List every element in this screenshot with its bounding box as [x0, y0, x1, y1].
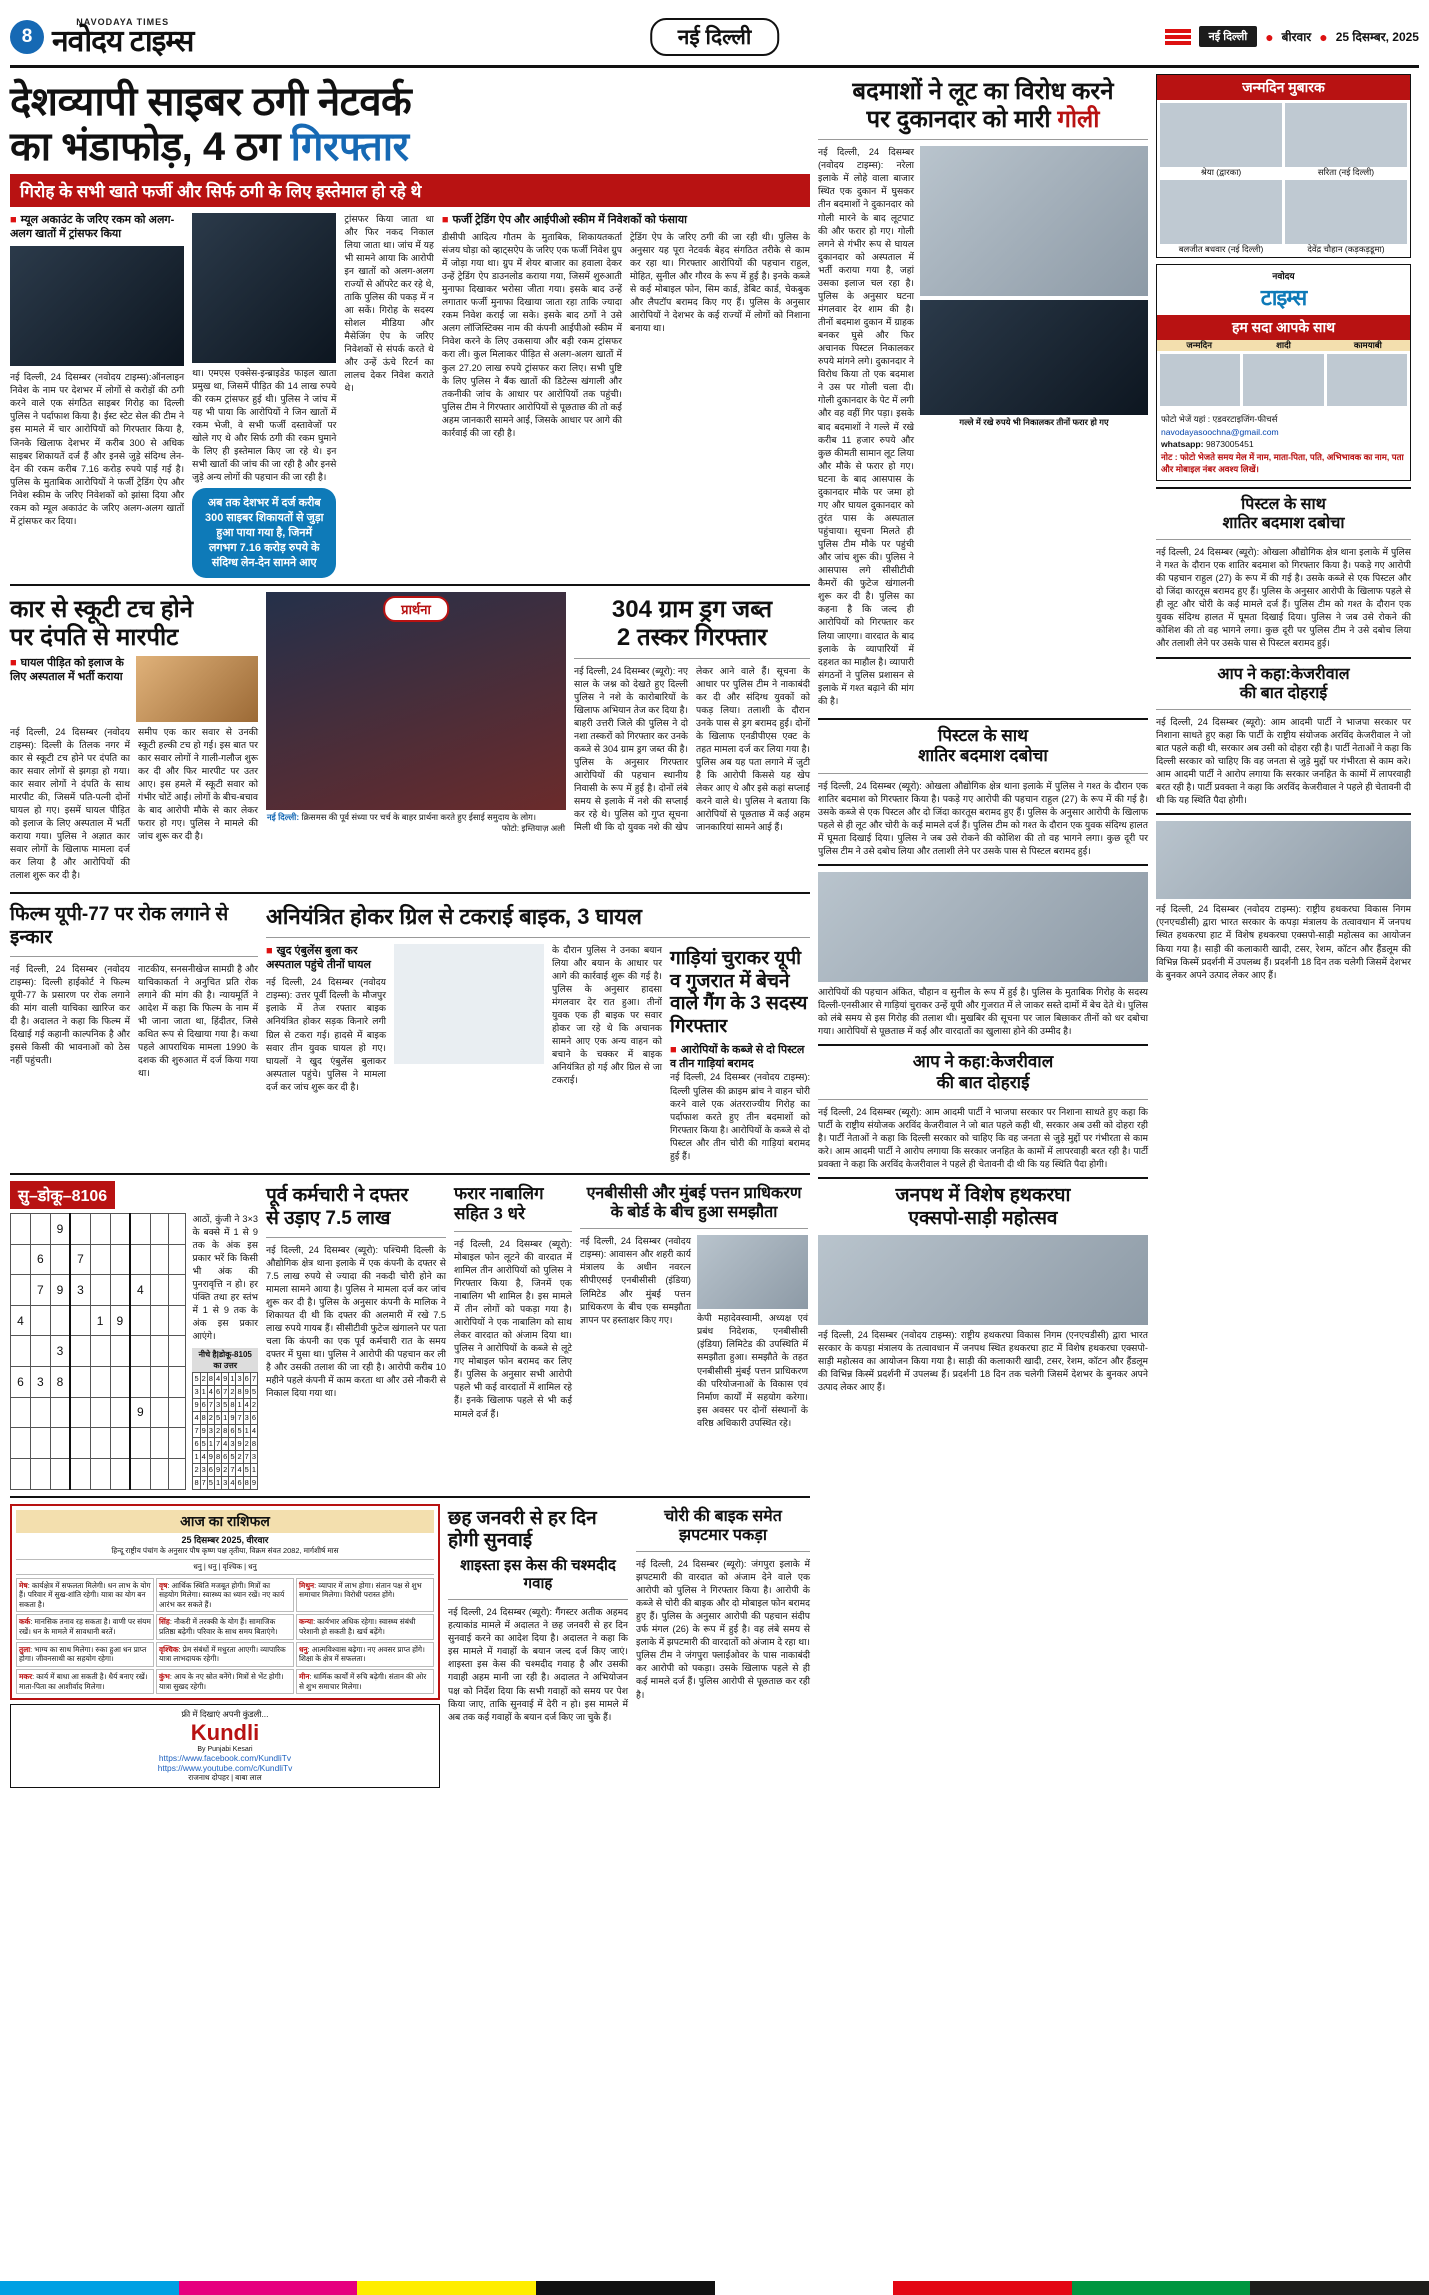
stolen-bike-body: नई दिल्ली, 24 दिसम्बर (ब्यूरो): जंगपुरा इलाके में झपटमारी की वारदात को अंजाम देने वाले एक आरोपी को पुलिस ने गिरफ्तार किया है। आरोपी के कब्जे से चोरी की बाइक और दो मोबाइल फोन बरामद हुए हैं। पुलिस के अनुसार आरोपी की पहचान संदीप उर्फ मंगल (26) के रूप में हुई है। वह लंबे समय से इलाके में झपटमारी की वारदातों को अंजाम दे रहा था। पुलिस टीम ने जंगपुरा फ्लाईओवर के पास नाकाबंदी कर आरोपी को पकड़ा। उसके खिलाफ पहले से ही कई मामले दर्ज हैं। पुलिस आरोपी से पूछताछ कर रही है।: [636, 1558, 810, 1700]
promo-photo: [1243, 354, 1323, 406]
expo-headline: [818, 1185, 1148, 1231]
story-employee: [266, 1181, 446, 1490]
rail-kejriwal-headline: [1156, 665, 1411, 703]
gang-headline: [670, 948, 810, 1039]
rail-expo-photo: [1156, 821, 1411, 899]
promo-logo-small: नवोदय: [1272, 271, 1295, 282]
story-hearing: [448, 1504, 628, 1789]
birthday-name: बलजीत बधवार (नई दिल्ली): [1178, 244, 1264, 255]
prayer-caption-lead: नई दिल्ली:: [267, 812, 300, 823]
middle-column: [818, 74, 1148, 1788]
rashi-text: आर्थिक स्थिति मजबूत होगी। मित्रों का सहयोग मिलेगा। स्वास्थ्य का ध्यान रखें। नए कार्य आरंभ कर सकते हैं।: [159, 1580, 285, 1609]
promo-whatsapp-number[interactable]: 9873005451: [1205, 439, 1254, 450]
shopkeeper-headline-1: बदमाशों ने लूट का विरोध करने: [852, 78, 1114, 105]
nbcc-col1: नई दिल्ली, 24 दिसम्बर (नवोदय टाइम्स): आवासन और शहरी कार्य मंत्रालय के अधीन नवरत्न सीपीएसई एनबीसीसी (इंडिया) लिमिटेड और मुंबई पत्तन प्राधिकरण के बीच एक समझौता ज्ञापन पर हस्ताक्षर किए गए।: [580, 1236, 691, 1325]
prayer-badge: प्रार्थना: [383, 596, 449, 622]
story-minor: [454, 1181, 572, 1490]
rashi-text: मानसिक तनाव रह सकता है। वाणी पर संयम रखें। धन के मामले में सावधानी बरतें।: [19, 1617, 151, 1637]
rashi-name: धनु: [299, 1644, 308, 1654]
story-drug: [574, 592, 810, 886]
film-col2: नाटकीय, सनसनीखेज सामग्री है और याचिकाकर्ता ने अनुचित प्रति रोक लगाने की मांग की है। न्यायमूर्ति ने आदेश में कहा कि फिल्म के नाम में भी जाना जाता था, हिंदीतर, जिसे कथित रूप से दिखाया गया है। कथा पहले आपराधिक मामला 1990 के दशक की शुरुआत में दर्ज किया गया था।: [138, 963, 258, 1079]
rashi-text: धार्मिक कार्यों में रुचि बढ़ेगी। संतान की ओर से शुभ समाचार मिलेगा।: [299, 1671, 427, 1691]
promo-instruction: फोटो भेजें यहां : एडवरटाइजिंग-फीचर्स: [1161, 414, 1278, 425]
birthday-box: [1156, 74, 1411, 258]
rashi-name: सिंह: [159, 1617, 170, 1627]
minor-headline-1: फरार नाबालिग: [454, 1183, 544, 1203]
gang-photo: [818, 872, 1148, 982]
rashifal-date: 25 दिसम्बर 2025, वीरवार: [181, 1534, 269, 1545]
hearing-subhead: शाइस्ता इस केस की चश्मदीद गवाह: [460, 1557, 616, 1593]
publication-logo: [52, 17, 193, 57]
story-kejriwal-mid: [818, 1052, 1148, 1171]
pistol-headline-1: पिस्टल के साथ: [937, 725, 1029, 745]
main-column: [10, 74, 810, 1788]
hearing-headline: [448, 1508, 628, 1554]
car-headline: [10, 596, 258, 651]
rashi-name: कन्या: [299, 1617, 314, 1627]
promo-tag-1: शादी: [1276, 340, 1291, 351]
expo-headline-2: एक्सपो-साड़ी महोत्सव: [908, 1208, 1058, 1230]
rashi-name: मीन: [299, 1671, 310, 1681]
bike-headline: अनियंत्रित होकर ग्रिल से टकराई बाइक, 3 घायल: [266, 904, 642, 930]
sudoku-answer-label: नीचे है|डोकू-8105 का उत्तर: [192, 1348, 258, 1372]
prayer-credit: फोटो: इम्तियाज़ अली: [501, 823, 565, 834]
story-kejriwal-rail: [1156, 665, 1411, 808]
birthday-photo: [1160, 103, 1282, 167]
employee-headline-1: पूर्व कर्मचारी ने दफ्तर: [266, 1184, 409, 1206]
page-number-badge: 8: [10, 20, 44, 54]
drug-body: नई दिल्ली, 24 दिसम्बर (ब्यूरो): नए साल के जश्न को देखते हुए दिल्ली पुलिस ने नशे के कारोबारियों के खिलाफ अभियान तेज कर दिया है। बाहरी उत्तरी जिले की पुलिस ने दो नशा तस्करों को गिरफ्तार कर उनके कब्जे से 304 ग्राम ड्रग जब्त की है। पुलिस के अनुसार गिरफ्तार आरोपियों की पहचान स्थानीय निवासी के रूप में हुई है। दोनों लंबे समय से इलाके में नशे की सप्लाई कर रहे थे। पुलिस को गुप्त सूचना मिली थी कि दो युवक नशे की खेप लेकर आने वाले हैं। सूचना के आधार पर पुलिस टीम ने नाकाबंदी कर दी और संदिग्ध युवकों को पकड़ लिया। तलाशी के दौरान उनके पास से ड्रग बरामद हुई। दोनों के खिलाफ एनडीपीएस एक्ट के तहत मामला दर्ज कर लिया गया है। पुलिस अब यह पता लगाने में जुटी है कि आरोपी किससे यह खेप लेकर आए थे और इसे कहां सप्लाई करने वाले थे। पुलिस ने बताया कि आरोपियों से पूछताछ में कई अहम जानकारियां सामने आई हैं।: [574, 665, 810, 833]
sudoku-block[interactable]: [10, 1181, 258, 1490]
story-car: [10, 592, 258, 886]
kejriwal-body: नई दिल्ली, 24 दिसम्बर (ब्यूरो): आम आदमी पार्टी ने भाजपा सरकार पर निशाना साधते हुए कहा कि पार्टी के राष्ट्रीय संयोजक अरविंद केजरीवाल ने जो बात पहले कही थी, सरकार अब उसी को दोहरा रही है। पार्टी नेताओं ने कहा कि दिल्ली सरकार को चाहिए कि वह जनता से जुड़े मुद्दों पर गंभीरता से काम करे। आम आदमी पार्टी ने आरोप लगाया कि सरकार जनहित के कामों में लापरवाही बरत रही है। पार्टी प्रवक्ता ने कहा कि अरविंद केजरीवाल ने पहले ही चेतावनी दी थी कि यह स्थिति पैदा होगी।: [818, 1107, 1148, 1170]
birthday-name: सरिता (नई दिल्ली): [1317, 167, 1375, 177]
promo-tag-2: कामयाबी: [1353, 340, 1382, 351]
masthead: [10, 8, 1419, 68]
kundli-youtube-link[interactable]: https://www.youtube.com/c/KundliTv: [157, 1763, 293, 1774]
rashi-text: व्यापार में लाभ होगा। संतान पक्ष से शुभ समाचार मिलेगा। विरोधी परास्त होंगे।: [299, 1580, 422, 1600]
gang-kicker: ■ आरोपियों के कब्जे से दो पिस्टल व तीन गाड़ियां बरामद: [670, 1043, 810, 1072]
prayer-caption-text: क्रिसमस की पूर्व संध्या पर चर्च के बाहर प्रार्थना करते हुए ईसाई समुदाय के लोग।: [299, 812, 537, 823]
stolen-bike-headline: [636, 1507, 810, 1545]
lead-col4: डीसीपी आदित्य गौतम के मुताबिक, शिकायतकर्ता संजय घोड़ा को व्हाट्सऐप के जरिए एक फर्जी निवेश ग्रुप में जोड़ा गया था। ग्रुप में शेयर बाजार का हवाला देकर उन्हें ट्रेडिंग ऐप डाउनलोड कराया गया, जिसमें शुरुआती मुनाफा दिखाकर भरोसा जीता गया। इसके बाद उन्हें लगातार फर्जी मुनाफा दिखाया जाता रहा ताकि ज्यादा रकम निवेश कराई जा सके। इसके बाद ठगों ने उसे अलग लॉजिस्टिक्स नाम की कंपनी आईपीओ स्कीम में निवेश करने के लिए उकसाया और बड़ी रकम ट्रांसफर करा ली। कुल मिलाकर पीड़ित से अलग-अलग खातों में कुल 27.20 लाख रुपये ट्रांसफर करा लिए। सभी पुष्टि के लिए पुलिस ने बैंक खातों की डिटेल्स खंगाली और तकनीकी जांच के आधार पर आरोपियों तक पहुंची। पुलिस टीम ने गिरफ्तार आरोपियों से पूछताछ की तो कई अहम जानकारी सामने आई, जिसके आधार पर आगे की कार्रवाई की जा रही है।: [441, 231, 622, 438]
shopkeeper-headline-2: पर दुकानदार को मारी: [866, 105, 1058, 133]
employee-headline: [266, 1185, 446, 1231]
story-pistol-rail: [1156, 495, 1411, 651]
story-expo-rail: [1156, 821, 1411, 981]
birthday-photo: [1285, 180, 1407, 244]
expo-body: नई दिल्ली, 24 दिसम्बर (नवोदय टाइम्स): राष्ट्रीय हथकरघा विकास निगम (एनएचडीसी) द्वारा भारत सरकार के कपड़ा मंत्रालय के तत्वावधान में जनपथ स्थित हथकरघा हाट में विशेष हथकरघा एक्सपो-साड़ी महोत्सव का आयोजन किया गया है। साड़ी की कलाकारी खादी, टसर, रेशम, कॉटन और हैंडलूम की विभिन्न किस्में प्रदर्शनी में उपलब्ध हैं। प्रदर्शनी 18 दिन तक चलेगी जिसमें देशभर के बुनकर अपने उत्पाद लेकर आए हैं।: [818, 1329, 1148, 1393]
expo-headline-1: जनपथ में विशेष हथकरघा: [895, 1185, 1071, 1207]
rashifal-grid: [16, 1578, 434, 1695]
car-headline-2: पर दंपति से मारपीट: [10, 623, 179, 651]
rashifal-subtitle: हिन्दू राष्ट्रीय पंचांग के अनुसार पौष कृष्ण पक्ष तृतीया, विक्रम संवत 2082, मार्गशीर्ष मास: [111, 1545, 339, 1555]
lead-callout-bubble: अब तक देशभर में दर्ज करीब 300 साइबर शिकायतों से जुड़ा हुआ पाया गया है, जिनमें लगभग 7.16 करोड़ रुपये के संदिग्ध लेन-देन सामने आए: [192, 488, 336, 578]
promo-photo: [1160, 354, 1240, 406]
rashi-name: कर्क: [19, 1617, 31, 1627]
lead-col5: ट्रेडिंग ऐप के जरिए ठगी की जा रही थी। पुलिस के अनुसार यह पूरा नेटवर्क बेहद संगठित तरीके से काम कर रहा था। गिरफ्तार आरोपियों की पहचान राहुल, मोहित, सुनील और गौरव के रूप में हुई है। इनके कब्जे से कई मोबाइल फोन, सिम कार्ड, डेबिट कार्ड, चेकबुक और लैपटॉप बरामद किए गए हैं। पुलिस के अनुसार आरोपियों ने देशभर के कई राज्यों में लोगों को निशाना बनाया था।: [629, 231, 811, 334]
car-headline-1: कार से स्कूटी टच होने: [10, 596, 194, 624]
shopkeeper-headline: [818, 78, 1148, 133]
promo-whatsapp-label: whatsapp:: [1161, 439, 1204, 450]
drug-headline-1: 304 ग्राम ड्रग जब्त: [611, 596, 773, 624]
prayer-photo: [266, 592, 566, 810]
logo-english: NAVODAYA TIMES: [76, 16, 170, 27]
promo-photos: [1157, 351, 1410, 409]
story-shopkeeper: [818, 78, 1148, 712]
kundli-ad-line1: फ्री में दिखाएं अपनी कुंडली...: [181, 1709, 269, 1720]
pistol-headline-2: शातिर बदमाश दबोचा: [918, 746, 1048, 766]
birthday-name: श्रेया (द्वारका): [1200, 167, 1242, 177]
right-rail: [1156, 74, 1411, 1788]
rashi-text: नौकरी में तरक्की के योग हैं। सामाजिक प्रतिष्ठा बढ़ेगी। परिवार के साथ समय बिताएंगे।: [159, 1617, 278, 1637]
gang-headline-2: बेचने वाले गैंग के 3 सदस्य: [670, 970, 808, 1015]
minor-body: नई दिल्ली, 24 दिसम्बर (ब्यूरो): मोबाइल फोन लूटने की वारदात में शामिल तीन आरोपियों को पुलिस ने गिरफ्तार किया है, जिनमें एक नाबालिग भी शामिल है। इस मामले में तीन लोगों को पकड़ा गया है। आरोपियों ने एक नाबालिग को साथ लेकर वारदात को अंजाम दिया था। पुलिस ने आरोपियों के कब्जे से लूटे गए मोबाइल फोन बरामद कर लिए हैं। पुलिस के अनुसार सभी आरोपी पहले भी कई वारदातों में शामिल रहे हैं। इनके खिलाफ पहले से भी कई मामले दर्ज हैं।: [454, 1238, 572, 1419]
lead-col1: नई दिल्ली, 24 दिसम्बर (नवोदय टाइम्स):ऑनलाइन निवेश के नाम पर देशभर में लोगों से करोड़ों की ठगी करने वाले एक संगठित साइबर गिरोह का दिल्ली पुलिस ने पर्दाफाश किया है। ईस्ट स्टेट सेल की टीम ने इस मामले में चार आरोपियों को गिरफ्तार किया है, जिनके खिलाफ देशभर में करीब 300 से अधिक साइबर शिकायतें दर्ज हैं और इनसे जुड़े संदिग्ध लेन-देन की रकम करीब 7.16 करोड़ रुपये पाई गई है। पुलिस के मुताबिक आरोपियों ने फर्जी ट्रेडिंग ऐप और निवेश स्कीम के जरिए निवेशकों को झांसा दिया और रकम को म्यूल अकाउंट के जरिए अलग-अलग खातों में ट्रांसफर कर दिया।: [10, 372, 185, 526]
shopkeeper-photo-caption: गल्ले में रखे रुपये भी निकालकर तीनों फरार हो गए: [959, 417, 1109, 428]
rashi-name: मिथुन: [299, 1580, 315, 1590]
promo-tag-0: जन्मदिन: [1186, 340, 1212, 351]
stolen-bike-headline-1: चोरी की बाइक समेत: [664, 1507, 782, 1525]
lead-photo-cyber: [192, 213, 336, 363]
drug-headline-2: 2 तस्कर गिरफ्तार: [616, 623, 768, 651]
car-body2: समीप एक कार सवार से उनकी स्कूटी हल्की टच हो गई। इस बात पर कार सवार लोगों ने गाली-गलौज शुरू कर दी और फिर मारपीट पर उतर आए। इस हमले में स्कूटी सवार को गंभीर चोटें आईं। लोगों के बीच-बचाव के बाद आरोपी मौके से कार लेकर फरार हो गए। पुलिस ने मामले की जांच शुरू कर दी है।: [138, 726, 258, 842]
rail-pistol-body: नई दिल्ली, 24 दिसम्बर (ब्यूरो): ओखला औद्योगिक क्षेत्र थाना इलाके में पुलिस ने गश्त के दौरान एक शातिर बदमाश को गिरफ्तार किया है। पकड़े गए आरोपी की पहचान राहुल (27) के रूप में की गई है। उसके कब्जे से एक पिस्टल और दो जिंदा कारतूस बरामद हुए हैं। पुलिस के अनुसार आरोपी के खिलाफ पहले से ही लूट और चोरी के कई मामले दर्ज हैं। पुलिस टीम को गश्त के दौरान एक युवक संदिग्ध हालत में घूमता दिखाई दिया। पुलिस ने जब उसे रोकने की कोशिश की तो वह भागने लगा। कुछ दूरी पर पुलिस टीम ने उसे दबोच लिया और तलाशी लेने पर उसके पास से पिस्टल बरामद हुई।: [1156, 547, 1411, 649]
promo-tagline: हम सदा आपके साथ: [1157, 315, 1410, 340]
shopkeeper-body: नई दिल्ली, 24 दिसम्बर (नवोदय टाइम्स): नरेला इलाके में लोहे वाला बाजार स्थित एक दुकान में घुसकर तीन बदमाशों ने दुकानदार को गोली मारने के बाद लूटपाट की और फरार हो गए। गोली लगने से गंभीर रूप से घायल दुकानदार को अस्पताल में भर्ती कराया गया है, जहां उसका इलाज चल रहा है। पुलिस के अनुसार घटना मंगलवार देर शाम की है। तीनों बदमाश दुकान में ग्राहक बनकर घुसे और फिर अचानक पिस्टल निकालकर रुपये मांगने लगे। दुकानदार ने विरोध किया तो एक बदमाश ने उस पर गोली चला दी। गोली दुकानदार के पेट में लगी और वह वहीं गिर पड़ा। इसके बाद बदमाशों ने गल्ले में रखे करीब 11 हजार रुपये और कुछ कीमती सामान लूट लिया और मौके से फरार हो गए। घटना के बाद आसपास के दुकानदार मौके पर जमा हो गए और घायल दुकानदार को तुरंत पास के अस्पताल पहुंचाया। सूचना मिलते ही पुलिस टीम मौके पर पहुंची और जांच शुरू की। पुलिस ने आसपास लगे सीसीटीवी कैमरों की फुटेज खंगालनी शुरू कर दी है। पुलिस का कहना है कि जल्द ही आरोपियों को गिरफ्तार कर लिया जाएगा। वारदात के बाद इलाके के व्यापारियों में दहशत का माहौल है। व्यापारी संगठनों ने पुलिस प्रशासन से इलाके में गश्त बढ़ाने की मांग की है।: [818, 147, 914, 706]
bike-illustration: [394, 944, 544, 1064]
separator-dot-2: ●: [1319, 28, 1328, 45]
lead-story: [10, 80, 810, 578]
employee-headline-2: से उड़ाए 7.5 लाख: [266, 1207, 391, 1229]
story-expo-mid: [818, 1185, 1148, 1394]
promo-photo: [1327, 354, 1407, 406]
shopkeeper-photo-crowd: [920, 146, 1148, 296]
kejriwal-headline-2: की बात दोहराई: [936, 1072, 1030, 1092]
bike-col2: के दौरान पुलिस ने उनका बयान लिया और बयान के आधार पर आगे की कार्रवाई शुरू की गई है। पुलिस के अनुसार हादसा मंगलवार देर रात हुआ। तीनों युवक एक ही बाइक पर सवार होकर जा रहे थे कि अचानक सामने आए एक अन्य वाहन को बचाने के चक्कर में बाइक अनियंत्रित हो गई और ग्रिल से जा टकराई।: [552, 944, 662, 1086]
sudoku-title-text: –डोकू–8106: [28, 1187, 108, 1205]
rashi-text: कार्य में बाधा आ सकती है। धैर्य बनाए रखें। माता-पिता का आशीर्वाद मिलेगा।: [19, 1671, 148, 1691]
separator-dot: ●: [1265, 28, 1274, 45]
rail-pistol-headline-1: पिस्टल के साथ: [1241, 495, 1326, 513]
bike-col1: नई दिल्ली, 24 दिसम्बर (नवोदय टाइम्स): उत्तर पूर्वी दिल्ली के मौजपुर इलाके में तेज रफ्तार बाइक अनियंत्रित होकर सड़क किनारे लगी ग्रिल से टकरा गई। हादसे में बाइक सवार तीन युवक घायल हो गए। घायलों ने खुद एंबुलेंस बुलाकर अस्पताल पहुंचे। पुलिस ने मामला दर्ज कर जांच शुरू कर दी है।: [266, 977, 386, 1092]
hearing-headline-1: छह जनवरी से हर दिन होगी: [448, 1507, 597, 1552]
story-pistol-mid: [818, 726, 1148, 858]
kundli-ad[interactable]: [10, 1704, 440, 1788]
lead-headline-highlight: गिरफ्तार: [290, 124, 409, 169]
shopkeeper-headline-highlight: गोली: [1057, 105, 1100, 133]
hearing-headline-highlight: सुनवाई: [483, 1530, 533, 1552]
nbcc-photo: [697, 1235, 808, 1309]
nbcc-col2: केपी महादेवस्वामी, अध्यक्ष एवं प्रबंध निदेशक, एनबीसीसी (इंडिया) लिमिटेड की उपस्थिति में समझौता हुआ। समझौते के तहत एनबीसीसी मुंबई पत्तन प्राधिकरण की परियोजनाओं के विकास एवं निर्माण कार्यों में सहयोग करेगा। इस अवसर पर दोनों संस्थानों के वरिष्ठ अधिकारी उपस्थित रहे।: [697, 1313, 808, 1428]
drug-headline: [574, 596, 810, 651]
rail-pistol-headline: [1156, 495, 1411, 533]
rail-kejriwal-headline-1: आप ने कहा:केजरीवाल: [1217, 665, 1350, 683]
color-registration-strip: [0, 2281, 1429, 2295]
rashi-item: धनु: आत्मविश्वास बढ़ेगा। नए अवसर प्राप्त होंगे। शिक्षा के क्षेत्र में सफलता।: [296, 1642, 434, 1667]
lead-headline-line1: देशव्यापी साइबर ठगी नेटवर्क: [10, 80, 412, 124]
promo-email[interactable]: navodayasoochna@gmail.com: [1161, 426, 1279, 437]
rashifal-title: आज का राशिफल: [16, 1510, 434, 1533]
rashi-text: प्रेम संबंधों में मधुरता आएगी। व्यापारिक यात्रा लाभदायक रहेगी।: [159, 1644, 286, 1664]
promo-logo: [1157, 265, 1410, 312]
kundli-bottom: राजनाथ दोपहर | बाबा लाल: [188, 1773, 262, 1783]
kundli-brand: Kundli: [190, 1720, 260, 1746]
employee-body: नई दिल्ली, 24 दिसम्बर (ब्यूरो): पश्चिमी दिल्ली के औद्योगिक क्षेत्र थाना इलाके में एक कंपनी के दफ्तर से 7.5 लाख रुपये से ज्यादा की नकदी चोरी होने का मामला सामने आया है। पुलिस ने मामला दर्ज कर जांच शुरू कर दी है। पुलिस के अनुसार कंपनी के मालिक ने शिकायत दी थी कि दफ्तर की अलमारी में रखे 7.5 लाख रुपये गायब हैं। सीसीटीवी फुटेज खंगालने पर पता चला कि कंपनी का एक पूर्व कर्मचारी रात के समय दफ्तर में घुसा था। पुलिस ने आरोपी की पहचान कर ली है और उसकी तलाश की जा रही है। आरोपी करीब 10 महीने पहले कंपनी में काम करता था और उसे नौकरी से निकाल दिया गया था।: [266, 1244, 446, 1399]
hearing-body: नई दिल्ली, 24 दिसम्बर (ब्यूरो): गैंगस्टर अतीक अहमद हत्याकांड मामले में अदालत ने छह जनवरी से हर दिन सुनवाई करने का आदेश दिया है। अदालत ने कहा कि इस मामले में गवाहों के बयान जल्द दर्ज किए जाएं। शाइस्ता इस केस की चश्मदीद गवाह है और उसकी गवाही अहम मानी जा रही है। अदालत ने अभियोजन पक्ष को निर्देश दिया कि सभी गवाहों को समय पर पेश किया जाए, ताकि सुनवाई में देरी न हो। इस मामले में अब तक कई गवाहों के बयान दर्ज किए जा चुके हैं।: [448, 1607, 628, 1722]
sudoku-title-red: सु: [18, 1187, 29, 1205]
logo-hindi: नवोदय टाइम्स: [52, 24, 194, 58]
rashi-item: तुला: भाग्य का साथ मिलेगा। रुका हुआ धन प्राप्त होगा। जीवनसाथी का सहयोग रहेगा।: [16, 1642, 154, 1667]
sudoku-title: [10, 1181, 115, 1209]
promo-contact: [1157, 409, 1410, 479]
lead-photo-hacker: [10, 246, 184, 366]
gang-col1: नई दिल्ली, 24 दिसम्बर (नवोदय टाइम्स): दिल्ली पुलिस की क्राइम ब्रांच ने वाहन चोरी करने वाले एक अंतरराज्यीय गिरोह का पर्दाफाश करते हुए तीन बदमाशों को गिरफ्तार किया है। आरोपियों के कब्जे से दो पिस्टल और तीन चोरी की गाड़ियां बरामद हुई हैं।: [670, 1072, 810, 1161]
lead-headline-line2: का भंडाफोड़, 4 ठग: [10, 124, 291, 169]
rashi-item: वृश्चिक: प्रेम संबंधों में मधुरता आएगी। व्यापारिक यात्रा लाभदायक रहेगी।: [156, 1642, 294, 1667]
rashi-name: वृश्चिक: [159, 1644, 179, 1654]
rashi-item: सिंह: नौकरी में तरक्की के योग हैं। सामाजिक प्रतिष्ठा बढ़ेगी। परिवार के साथ समय बिताएंगे।: [156, 1614, 294, 1639]
story-nbcc: [580, 1181, 808, 1490]
rashi-item: मेष: कार्यक्षेत्र में सफलता मिलेगी। धन लाभ के योग हैं। परिवार में सुख-शांति रहेगी। यात्रा का योग बन सकता है।: [16, 1578, 154, 1613]
navodaya-promo-box: [1156, 264, 1411, 480]
rashi-item: वृष: आर्थिक स्थिति मजबूत होगी। मित्रों का सहयोग मिलेगा। स्वास्थ्य का ध्यान रखें। नए कार्य आरंभ कर सकते हैं।: [156, 1578, 294, 1613]
rashi-item: कुंभ: आय के नए स्रोत बनेंगे। मित्रों से भेंट होगी। यात्रा सुखद रहेगी।: [156, 1669, 294, 1694]
story-stolen-bike: [636, 1504, 810, 1789]
rashi-item: मीन: धार्मिक कार्यों में रुचि बढ़ेगी। संतान की ओर से शुभ समाचार मिलेगा।: [296, 1669, 434, 1694]
birthday-photos: [1157, 100, 1410, 257]
film-headline: फिल्म यूपी-77 पर रोक लगाने से इन्कार: [10, 904, 229, 949]
lead-headline: [10, 80, 810, 170]
rashi-text: भाग्य का साथ मिलेगा। रुका हुआ धन प्राप्त होगा। जीवनसाथी का सहयोग रहेगा।: [19, 1644, 147, 1664]
gang-headline-highlight: गिरफ्तार: [670, 1016, 728, 1038]
rashi-name: कुंभ: [159, 1671, 170, 1681]
weekday: बीरवार: [1281, 30, 1312, 44]
kejriwal-headline-1: आप ने कहा:केजरीवाल: [912, 1052, 1054, 1072]
red-bars-icon: [1165, 29, 1191, 45]
birthday-name: देवेंद्र चौहान (कड़कड़डूमा): [1307, 244, 1385, 255]
rashi-text: आय के नए स्रोत बनेंगे। मित्रों से भेंट होगी। यात्रा सुखद रहेगी।: [159, 1671, 284, 1691]
rashi-item: कर्क: मानसिक तनाव रह सकता है। वाणी पर संयम रखें। धन के मामले में सावधानी बरतें।: [16, 1614, 154, 1639]
rashi-text: कार्यभार अधिक रहेगा। स्वास्थ्य संबंधी परेशानी हो सकती है। खर्च बढ़ेंगे।: [299, 1617, 416, 1637]
promo-logo-big: टाइम्स: [1260, 285, 1307, 311]
edition-title: नई दिल्ली: [650, 18, 780, 56]
minor-headline: [454, 1184, 572, 1225]
film-col1: नई दिल्ली, 24 दिसम्बर (नवोदय टाइम्स): दिल्ली हाईकोर्ट ने फिल्म यूपी-77 के प्रसारण पर रोक लगाने की मांग वाली याचिका खारिज कर दी है। अदालत ने कहा कि फिल्म में दिखाई गई कहानी काल्पनिक है और इससे किसी की भावनाओं को ठेस नहीं पहुंचती।: [10, 963, 130, 1066]
gang-col2: आरोपियों की पहचान अंकित, चौहान व सुनील के रूप में हुई है। पुलिस के मुताबिक गिरोह के सदस्य दिल्ली-एनसीआर से गाड़ियां चुराकर उन्हें यूपी और गुजरात में ले जाकर सस्ते दामों में बेच देते थे। पुलिस को लंबे समय से इस गिरोह की तलाश थी। मुखबिर की सूचना पर जाल बिछाकर तीनों को धर दबोचा गया। आरोपियों से पूछताछ में कई और वारदातों का खुलासा होने की उम्मीद है।: [818, 987, 1149, 1037]
rashi-item: मकर: कार्य में बाधा आ सकती है। धैर्य बनाए रखें। माता-पिता का आशीर्वाद मिलेगा।: [16, 1669, 154, 1694]
date: 25 दिसम्बर, 2025: [1335, 30, 1419, 44]
rashi-name: वृष: [159, 1580, 168, 1590]
rashi-item: मिथुन: व्यापार में लाभ होगा। संतान पक्ष से शुभ समाचार मिलेगा। विरोधी परास्त होंगे।: [296, 1578, 434, 1613]
lead-col3: ट्रांसफर किया जाता था और फिर नकद निकाल लिया जाता था। जांच में यह भी सामने आया कि आरोपी इन खातों को अलग-अलग राज्यों से ऑपरेट कर रहे थे, ताकि पुलिस की पकड़ में न आ सकें। गिरोह के सदस्य सोशल मीडिया और मैसेजिंग ऐप के जरिए निवेशकों से संपर्क करते थे और उन्हें ऊंचे रिटर्न का लालच देकर निवेश कराते थे।: [344, 213, 434, 394]
promo-note: नोट : फोटो भेजते समय मेल में नाम, माता-पिता, पति, अभिभावक का नाम, पता और मोबाइल नंबर अवश्य लिखें।: [1161, 451, 1404, 475]
rail-kejriwal-body: नई दिल्ली, 24 दिसम्बर (ब्यूरो): आम आदमी पार्टी ने भाजपा सरकार पर निशाना साधते हुए कहा कि पार्टी के राष्ट्रीय संयोजक अरविंद केजरीवाल ने जो बात पहले कही थी, सरकार अब उसी को दोहरा रही है। पार्टी नेताओं ने कहा कि दिल्ली सरकार को चाहिए कि वह जनता से जुड़े मुद्दों पर गंभीरता से काम करे। आम आदमी पार्टी ने आरोप लगाया कि सरकार जनहित के कामों में लापरवाही बरत रही है। पार्टी प्रवक्ता ने कहा कि अरविंद केजरीवाल ने पहले ही चेतावनी दी थी कि यह स्थिति पैदा होगी।: [1156, 716, 1411, 806]
rail-kejriwal-headline-2: की बात दोहराई: [1239, 684, 1328, 702]
lead-side-kicker: ■ फर्जी ट्रेडिंग ऐप और आईपीओ स्कीम में निवेशकों को फंसाया: [442, 213, 810, 227]
story-bike: [266, 900, 810, 1167]
prayer-caption: [266, 810, 566, 834]
shopkeeper-photo-revolver: [920, 300, 1148, 415]
rashifal-block: [10, 1504, 440, 1789]
car-photo: [136, 656, 258, 722]
story-film: [10, 900, 258, 1167]
masthead-right: [1165, 26, 1419, 47]
kundli-brand-sub: By Punjabi Kesari: [197, 1746, 253, 1754]
pistol-body: नई दिल्ली, 24 दिसम्बर (ब्यूरो): ओखला औद्योगिक क्षेत्र थाना इलाके में पुलिस ने गश्त के दौरान एक शातिर बदमाश को गिरफ्तार किया है। पकड़े गए आरोपी की पहचान राहुल (27) के रूप में की गई है। उसके कब्जे से एक पिस्टल और दो जिंदा कारतूस बरामद हुए हैं। पुलिस के अनुसार आरोपी के खिलाफ पहले से ही लूट और चोरी के कई मामले दर्ज हैं। पुलिस टीम को गश्त के दौरान एक युवक संदिग्ध हालत में घूमता दिखाई दिया। पुलिस ने जब उसे रोकने की कोशिश की तो वह भागने लगा। कुछ दूरी पर पुलिस टीम ने उसे दबोच लिया और तलाशी लेने पर उसके पास से पिस्टल बरामद हुई।: [818, 780, 1148, 856]
pistol-headline: [818, 726, 1148, 767]
bike-kicker: ■ खुद एंबुलेंस बुला कर अस्पताल पहुंचे तीनों घायल: [266, 944, 386, 973]
stolen-bike-headline-2: झपटमार पकड़ा: [678, 1526, 768, 1544]
sudoku-rules: आठों, कुंजी ने 3×3 के बक्से में 1 से 9 तक के अंक इस प्रकार भरें कि किसी भी अंक की पुनरावृत्ति न हो। हर पंक्ति तथा हर स्तंभ में 1 से 9 तक के अंक इस प्रकार आएंगे।: [192, 1213, 258, 1342]
rashi-name: मकर: [19, 1671, 33, 1681]
lead-kicker: ■ म्यूल अकाउंट के जरिए रकम को अलग-अलग खातों में ट्रांसफर किया: [10, 213, 184, 242]
prayer-photo-block: [266, 592, 566, 886]
lead-col2: था। एमएस एक्सेस-इन्ब्राइडेड फाइल खाता प्रमुख था, जिसमें पीड़ित की 14 लाख रुपये की रकम ट्रांसफर हुई थी। पुलिस ने जांच में यह भी पाया कि आरोपियों ने जिन खातों में रकम भेजी, वे सभी फर्जी दस्तावेजों पर खोले गए थे और सिर्फ ठगी की रकम घुमाने के लिए ही इस्तेमाल किए जा रहे थे। इन सभी खातों की जांच की जा रही है और इनसे जुड़े अन्य लोगों की पहचान की जा रही है।: [192, 367, 337, 483]
story-gang-mid: [818, 872, 1148, 1038]
nbcc-headline: एनबीसीसी और मुंबई पत्तन प्राधिकरण के बोर्ड के बीच हुआ समझौता: [586, 1184, 802, 1222]
lead-subhead: गिरोह के सभी खाते फर्जी और सिर्फ ठगी के लिए इस्तेमाल हो रहे थे: [10, 174, 810, 207]
rashi-item: कन्या: कार्यभार अधिक रहेगा। स्वास्थ्य संबंधी परेशानी हो सकती है। खर्च बढ़ेंगे।: [296, 1614, 434, 1639]
minor-headline-2: सहित 3 धरे: [454, 1204, 525, 1224]
edition-tag: नई दिल्ली: [1199, 26, 1258, 47]
rashi-text: आत्मविश्वास बढ़ेगा। नए अवसर प्राप्त होंगे। शिक्षा के क्षेत्र में सफलता।: [299, 1644, 425, 1664]
sudoku-grid[interactable]: 9 6 7 7 9 3 4 4 1 9 3 6 3 8 9: [10, 1213, 186, 1490]
kundli-facebook-link[interactable]: https://www.facebook.com/KundliTv: [158, 1753, 292, 1764]
birthday-head: जन्मदिन मुबारक: [1157, 75, 1410, 100]
rail-expo-body: नई दिल्ली, 24 दिसम्बर (नवोदय टाइम्स): राष्ट्रीय हथकरघा विकास निगम (एनएचडीसी) द्वारा भारत सरकार के कपड़ा मंत्रालय के तत्वावधान में जनपथ स्थित हथकरघा हाट में विशेष हथकरघा एक्सपो-साड़ी महोत्सव का आयोजन किया गया है। साड़ी की कलाकारी खादी, टसर, रेशम, कॉटन और हैंडलूम की विभिन्न किस्में प्रदर्शनी में उपलब्ध हैं। प्रदर्शनी 18 दिन तक चलेगी जिसमें देशभर के बुनकर अपने उत्पाद लेकर आए हैं।: [1156, 904, 1411, 980]
kejriwal-headline: [818, 1052, 1148, 1093]
car-kicker: ■ घायल पीड़ित को इलाज के लिए अस्पताल में भर्ती कराया: [10, 656, 130, 722]
car-body: नई दिल्ली, 24 दिसम्बर (नवोदय टाइम्स): दिल्ली के तिलक नगर में कार से स्कूटी टच होने पर दंपति का कार सवार लोगों से झगड़ा हो गया। कार सवार लोगों ने दंपति के साथ मारपीट की, जिसमें पति-पत्नी दोनों घायल हो गए। इसमें घायल पीड़ित को इलाज के लिए अस्पताल में भर्ती कराया गया। पुलिस ने अज्ञात कार सवार लोगों के खिलाफ मामला दर्ज कर लिया है और आरोपियों की तलाश शुरू कर दी है।: [10, 726, 130, 881]
birthday-photo: [1285, 103, 1407, 167]
sudoku-answer-grid: 5 2 8 4 9 1 3 6 7 3 1 4 6 7 2 8 9 5 9 6 7 3 5 8 1 4 2 4 8 2 5 1 9 7 3 6 7 9 3 2 8 6 5 1 4 6 5 1 7 4 3 9 2 8 1 4 9 8 6 5 2 7 3 2 3 6 9 2 7 4 5 1 8 7 5 1 3 4 6 8 9: [194, 1374, 256, 1488]
rail-pistol-headline-2: शातिर बदमाश दबोचा: [1222, 514, 1345, 532]
expo-photo: [818, 1235, 1148, 1325]
rashi-text: कार्यक्षेत्र में सफलता मिलेगी। धन लाभ के योग हैं। परिवार में सुख-शांति रहेगी। यात्रा का योग बन सकता है।: [19, 1580, 151, 1609]
rashi-name: मेष: [19, 1580, 28, 1590]
rashifal-panchang: धनु | धनु | वृश्चिक | धनु: [16, 1559, 434, 1575]
birthday-photo: [1160, 180, 1282, 244]
gang-headline-1: गाड़ियां चुराकर यूपी व गुजरात में: [670, 947, 802, 992]
rashi-name: तुला: [19, 1644, 31, 1654]
